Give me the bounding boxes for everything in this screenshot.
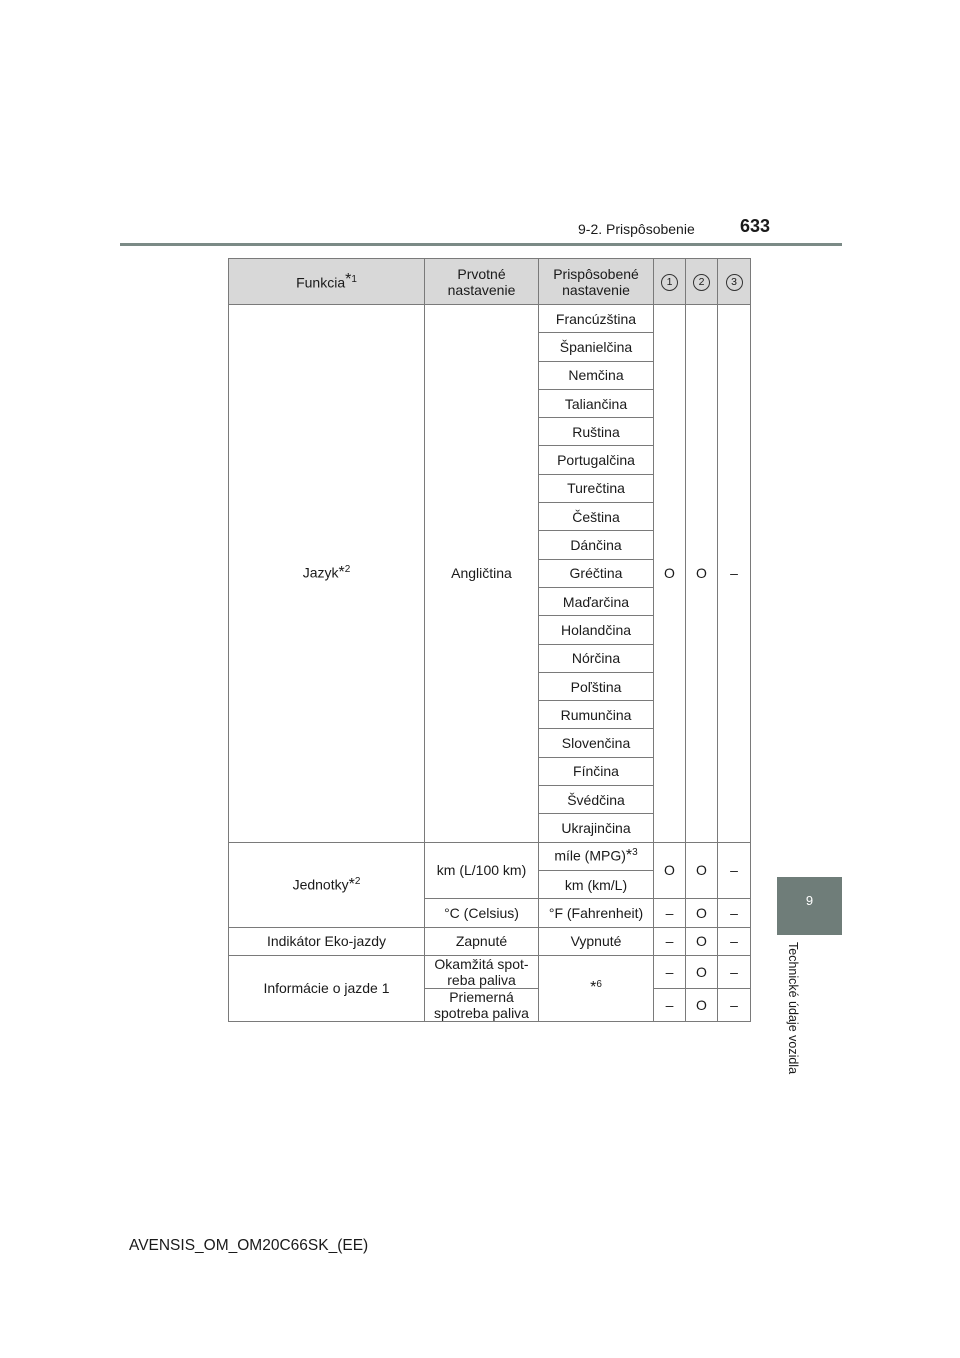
- language-c3: –: [718, 305, 751, 843]
- language-option: Švédčina: [539, 786, 654, 814]
- language-option: Portugalčina: [539, 446, 654, 474]
- chapter-label-text: Technické údaje vozidla: [786, 942, 800, 1075]
- units2-c2: O: [686, 899, 718, 927]
- eco-c1: –: [654, 927, 686, 955]
- units2-c3: –: [718, 899, 751, 927]
- chapter-tab: 9: [777, 877, 842, 935]
- language-option: Španielčina: [539, 333, 654, 361]
- language-default: Angličtina: [425, 305, 539, 843]
- eco-c3: –: [718, 927, 751, 955]
- language-option: Ukrajinčina: [539, 814, 654, 842]
- trip-label: Informácie o jazde 1: [229, 955, 425, 1021]
- header-function: Funkcia*$^1$: [229, 259, 425, 305]
- eco-c2: O: [686, 927, 718, 955]
- language-option: Francúzština: [539, 305, 654, 333]
- trip-default-2: Priemerná spotreba paliva: [425, 988, 539, 1021]
- page-number: 633: [740, 216, 771, 236]
- language-option: Gréčtina: [539, 559, 654, 587]
- header-default: Prvotné nastavenie: [425, 259, 539, 305]
- header-col-2: 2: [686, 259, 718, 305]
- trip-custom: *$^6$: [539, 955, 654, 1021]
- eco-label: Indikátor Eko-jazdy: [229, 927, 425, 955]
- units-option: km (km/L): [539, 870, 654, 898]
- table-row: [229, 842, 751, 870]
- units-label: Jednotky*$^2$: [229, 842, 425, 927]
- units-option: míle (MPG)*$^3$: [539, 842, 654, 870]
- language-option: Maďarčina: [539, 587, 654, 615]
- language-option: Ruština: [539, 418, 654, 446]
- language-option: Čeština: [539, 503, 654, 531]
- table-row: [229, 305, 751, 333]
- header-custom: Prispôsobené nastavenie: [539, 259, 654, 305]
- language-option: Taliančina: [539, 389, 654, 417]
- units-default-1: km (L/100 km): [425, 842, 539, 899]
- language-c1: O: [654, 305, 686, 843]
- units-c3: –: [718, 842, 751, 899]
- trip1-c1: –: [654, 955, 686, 988]
- language-option: Holandčina: [539, 616, 654, 644]
- table-header-row: [229, 259, 751, 305]
- section-title: 9-2. Prispôsobenie: [578, 221, 695, 237]
- units-default-2: °C (Celsius): [425, 899, 539, 927]
- trip2-c1: –: [654, 988, 686, 1021]
- header-col-3: 3: [718, 259, 751, 305]
- language-c2: O: [686, 305, 718, 843]
- language-option: Rumunčina: [539, 701, 654, 729]
- language-option: Nórčina: [539, 644, 654, 672]
- trip1-c3: –: [718, 955, 751, 988]
- language-option: Turečtina: [539, 474, 654, 502]
- units-c2: O: [686, 842, 718, 899]
- trip2-c3: –: [718, 988, 751, 1021]
- document-code: AVENSIS_OM_OM20C66SK_(EE): [129, 1237, 369, 1254]
- units2-c1: –: [654, 899, 686, 927]
- trip-default-1: Okamžitá spot-reba paliva: [425, 955, 539, 988]
- eco-default: Zapnuté: [425, 927, 539, 955]
- table-row: [229, 927, 751, 955]
- units-option: °F (Fahrenheit): [539, 899, 654, 927]
- trip1-c2: O: [686, 955, 718, 988]
- language-label: Jazyk*$^2$: [229, 305, 425, 843]
- language-option: Dánčina: [539, 531, 654, 559]
- chapter-label: [782, 942, 806, 1102]
- units-c1: O: [654, 842, 686, 899]
- language-option: Fínčina: [539, 757, 654, 785]
- table-row: [229, 955, 751, 988]
- language-option: Poľština: [539, 672, 654, 700]
- trip2-c2: O: [686, 988, 718, 1021]
- header-col-1: 1: [654, 259, 686, 305]
- customization-table: [228, 258, 751, 1022]
- language-option: Slovenčina: [539, 729, 654, 757]
- language-option: Nemčina: [539, 361, 654, 389]
- eco-option: Vypnuté: [539, 927, 654, 955]
- header-rule: [120, 243, 842, 246]
